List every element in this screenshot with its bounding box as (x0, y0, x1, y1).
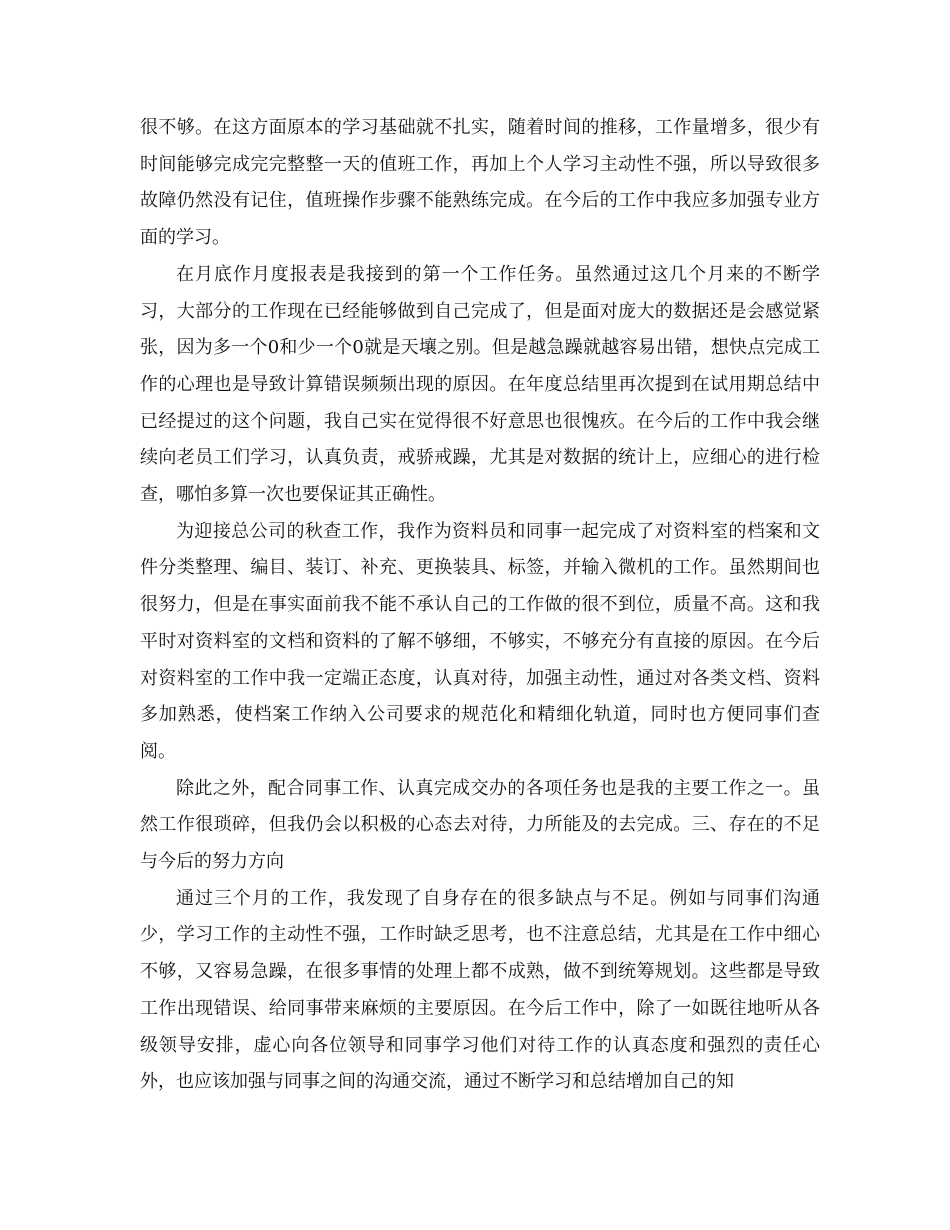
paragraph-1: 很不够。在这方面原本的学习基础就不扎实，随着时间的推移，工作量增多，很少有时间能够完成完完整整一天的值班工作，再加上个人学习主动性不强，所以导致很多故障仍然没有记住，值班操作步骤不能熟练完成。在今后的工作中我应多加强专业方面的学习。 (140, 117, 820, 249)
paragraph-3: 为迎接总公司的秋查工作，我作为资料员和同事一起完成了对资料室的档案和文件分类整理、编目、装订、补充、更换装具、标签，并输入微机的工作。虽然期间也很努力，但是在事实面前我不能不承认自己的工作做的很不到位，质量不高。这和我平时对资料室的文档和资料的了解不够细，不够实，不够充分有直接的原因。在今后对资料室的工作中我一定端正态度，认真对待，加强主动性，通过对各类文档、资料多加熟悉，使档案工作纳入公司要求的规范化和精细化轨道，同时也方便同事们查阅。 (140, 520, 820, 762)
paragraph-2: 在月底作月度报表是我接到的第一个工作任务。虽然通过这几个月来的不断学习，大部分的工作现在已经能够做到自己完成了，但是面对庞大的数据还是会感觉紧张，因为多一个0和少一个0就是天壤之别。但是越急躁就越容易出错，想快点完成工作的心理也是导致计算错误频频出现的原因。在年度总结里再次提到在试用期总结中已经提过的这个问题，我自己实在觉得很不好意思也很愧疚。在今后的工作中我会继续向老员工们学习，认真负责，戒骄戒躁，尤其是对数据的统计上，应细心的进行检查，哪怕多算一次也要保证其正确性。 (140, 263, 820, 506)
paragraph-5: 通过三个月的工作，我发现了自身存在的很多缺点与不足。例如与同事们沟通少，学习工作的主动性不强，工作时缺乏思考，也不注意总结，尤其是在工作中细心不够，又容易急躁，在很多事情的处理上都不成熟，做不到统筹规划。这些都是导致工作出现错误、给同事带来麻烦的主要原因。在今后工作中，除了一如既往地听从各级领导安排，虚心向各位领导和同事学习他们对待工作的认真态度和强烈的责任心外，也应该加强与同事之间的沟通交流，通过不断学习和总结增加自己的知 (140, 887, 820, 1093)
paragraph-4: 除此之外，配合同事工作、认真完成交办的各项任务也是我的主要工作之一。虽然工作很琐碎，但我仍会以积极的心态去对待，力所能及的去完成。三、存在的不足与今后的努力方向 (140, 777, 820, 873)
document-body (140, 110, 820, 1101)
